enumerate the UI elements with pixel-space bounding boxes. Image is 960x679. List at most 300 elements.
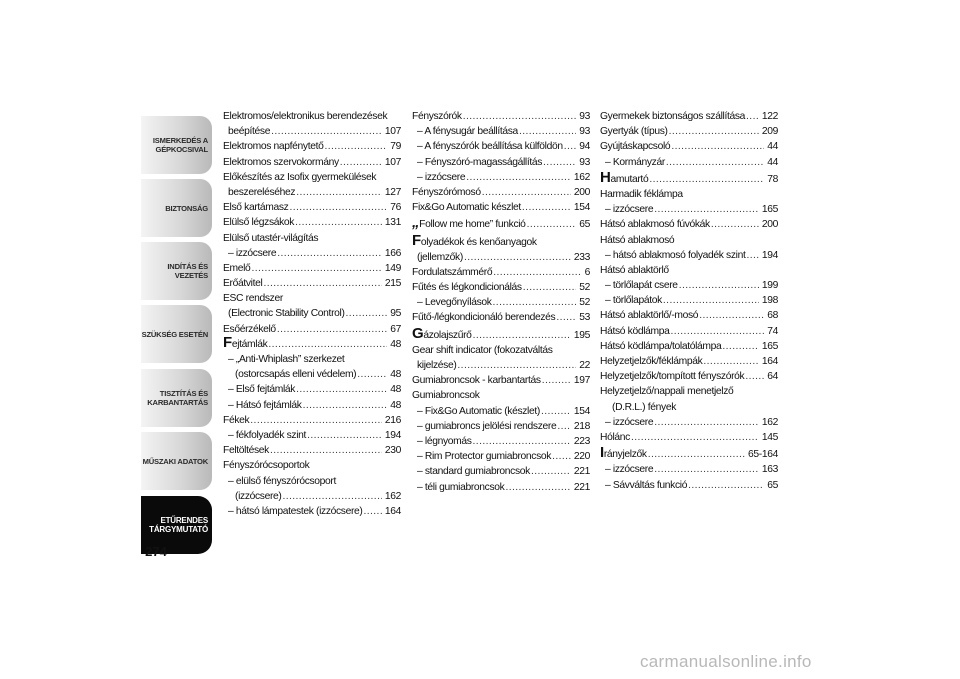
leader-dots [289, 200, 387, 215]
page-ref[interactable]: 74 [767, 325, 778, 337]
index-entry [223, 413, 401, 428]
index-entry [600, 139, 778, 154]
page-ref[interactable]: 149 [384, 262, 401, 274]
heading-label: Hátsó ablaktörlő [600, 264, 669, 276]
leader-dots [669, 124, 759, 139]
entry-label: rányjelzők [603, 449, 647, 461]
entry-label: Fényszórómosó [412, 186, 481, 198]
entry-label: Gyermekek biztonságos szállítása [600, 111, 746, 122]
index-entry [600, 278, 778, 293]
page-ref[interactable]: 230 [384, 445, 401, 457]
page-ref[interactable]: 65 [767, 479, 778, 491]
entry-label: Fékek [223, 414, 250, 426]
entry-label: (jellemzők) [417, 251, 463, 263]
page-ref[interactable]: 145 [761, 431, 778, 443]
index-entry [412, 139, 590, 154]
leader-dots [505, 480, 570, 495]
page-ref[interactable]: 48 [390, 369, 401, 381]
index-entry [412, 185, 590, 200]
index-entry [600, 444, 778, 462]
leader-dots [649, 172, 764, 187]
index-entry [600, 478, 778, 493]
leader-dots [268, 337, 387, 352]
entry-label: – Fix&Go Automatic (készlet) [417, 405, 540, 417]
entry-text [600, 139, 670, 154]
heading-label: Helyzetjelző/nappali menetjelző [600, 386, 734, 398]
index-entry [223, 261, 401, 276]
entry-label: beszereléséhez [228, 186, 296, 198]
entry-text [223, 139, 323, 154]
page-ref[interactable]: 107 [384, 126, 401, 138]
leader-dots [556, 310, 576, 325]
entry-label: – izzócsere [605, 464, 654, 476]
entry-label: beépítése [228, 126, 271, 138]
index-heading [223, 352, 401, 367]
entry-text [412, 358, 456, 373]
page-ref[interactable]: 195 [573, 329, 590, 341]
page-ref[interactable]: 162 [573, 171, 590, 183]
entry-text [412, 185, 481, 200]
index-entry [412, 373, 590, 388]
entry-label: – izzócsere [605, 204, 654, 216]
leader-dots [283, 489, 382, 504]
entry-label: – Kormányzár [605, 156, 665, 168]
page-ref[interactable]: 93 [579, 111, 590, 122]
entry-text [600, 444, 647, 462]
leader-dots [671, 139, 764, 154]
entry-label: Hátsó ablaktörlő/-mosó [600, 310, 699, 322]
page-ref[interactable]: 233 [573, 251, 590, 263]
index-entry [223, 124, 401, 139]
leader-dots [482, 185, 571, 200]
entry-text [600, 478, 687, 493]
page-ref[interactable]: 52 [579, 282, 590, 294]
index-entry [412, 124, 590, 139]
page-ref[interactable]: 162 [761, 416, 778, 428]
entry-text [223, 367, 356, 382]
leader-dots [711, 217, 759, 232]
leader-dots [295, 215, 382, 230]
page-ref[interactable]: 163 [761, 464, 778, 476]
entry-text [600, 324, 670, 339]
leader-dots [463, 109, 577, 124]
entry-label: (izzócsere) [235, 490, 282, 502]
page-ref[interactable]: 78 [767, 173, 778, 185]
index-entry [600, 415, 778, 430]
index-heading [223, 109, 401, 124]
leader-dots [527, 217, 577, 232]
page-ref[interactable]: 79 [390, 141, 401, 153]
entry-text [412, 373, 541, 388]
entry-text [600, 430, 630, 445]
index-entry [412, 358, 590, 373]
page-ref[interactable]: 220 [573, 451, 590, 463]
entry-text [600, 293, 662, 308]
entry-text [600, 354, 702, 369]
page-ref[interactable]: 198 [761, 295, 778, 307]
entry-text [223, 276, 262, 291]
index-heading [223, 231, 401, 246]
entry-text [412, 170, 465, 185]
page-ref[interactable]: 221 [573, 466, 590, 478]
index-entry [412, 419, 590, 434]
leader-dots [654, 462, 759, 477]
chapter-tab-label: MŰSZAKI ADATOK [142, 456, 208, 466]
chapter-tab-2[interactable] [141, 179, 212, 237]
page-ref[interactable]: 154 [573, 202, 590, 214]
index-entry [223, 398, 401, 413]
entry-label: Elektromos szervokormány [223, 156, 339, 168]
entry-label: Elektromos napfénytető [223, 141, 324, 153]
leader-dots [542, 373, 571, 388]
chapter-tab-3[interactable] [141, 242, 212, 300]
index-column-3 [600, 109, 778, 493]
page-ref[interactable]: 197 [573, 375, 590, 387]
entry-text [412, 480, 504, 495]
entry-label: Gyújtáskapcsoló [600, 141, 671, 153]
entry-text [412, 250, 463, 265]
entry-text [600, 415, 653, 430]
index-heading [412, 231, 590, 250]
leader-dots [303, 398, 388, 413]
heading-label: Hátsó ablakmosó [600, 234, 675, 246]
leader-dots [493, 265, 581, 280]
entry-label: amutartó [610, 173, 649, 185]
index-entry [223, 504, 401, 519]
entry-label: – légnyomás [417, 435, 472, 447]
entry-label: – A fénysugár beállítása [417, 126, 518, 138]
page-ref[interactable]: 67 [390, 323, 401, 335]
entry-label: – Első fejtámlák [228, 384, 296, 396]
index-entry [412, 434, 590, 449]
chapter-tab-1[interactable] [141, 116, 212, 174]
entry-text [412, 214, 526, 232]
leader-dots [270, 443, 382, 458]
leader-dots [654, 415, 759, 430]
page-ref[interactable]: 154 [573, 405, 590, 417]
page-ref[interactable]: 209 [761, 126, 778, 138]
page-ref[interactable]: 53 [579, 312, 590, 324]
page-ref[interactable]: 48 [390, 338, 401, 350]
index-heading [600, 233, 778, 248]
index-entry [600, 217, 778, 232]
entry-text [600, 155, 665, 170]
page-ref[interactable]: 122 [761, 111, 778, 122]
entry-label: – standard gumiabroncsok [417, 466, 530, 478]
page-ref[interactable]: 64 [767, 371, 778, 383]
index-entry [600, 168, 778, 187]
page-ref[interactable]: 95 [390, 308, 401, 320]
index-entry [600, 308, 778, 323]
page-ref[interactable]: 215 [384, 278, 401, 290]
initial-letter: F [223, 333, 232, 351]
page-ref[interactable]: 93 [579, 126, 590, 138]
page-ref[interactable]: 44 [767, 141, 778, 153]
page-ref[interactable]: 107 [384, 156, 401, 168]
page-ref[interactable]: 164 [384, 505, 401, 517]
leader-dots [679, 278, 759, 293]
chapter-tab-label: ETŰRENDES TÁRGYMUTATÓ [149, 516, 208, 534]
index-entry [412, 250, 590, 265]
index-entry [412, 200, 590, 215]
page-ref[interactable]: 44 [767, 156, 778, 168]
entry-text [412, 324, 472, 343]
entry-label: – téli gumiabroncsok [417, 481, 505, 493]
entry-label: ejtámlák [231, 338, 268, 350]
entry-label: Hátsó ködlámpa [600, 325, 670, 337]
entry-text [412, 295, 492, 310]
entry-text [223, 155, 339, 170]
chapter-tab-label: SZÜKSÉG ESETÉN [141, 329, 208, 339]
leader-dots [296, 185, 382, 200]
entry-label: – izzócsere [228, 247, 277, 259]
index-entry [600, 248, 778, 263]
entry-label: – Rim Protector gumiabroncsok [417, 451, 552, 463]
page-ref[interactable]: 162 [384, 490, 401, 502]
entry-text [223, 413, 249, 428]
index-entry [600, 462, 778, 477]
entry-label: – gumiabroncs jelölési rendszere [417, 420, 557, 432]
leader-dots [699, 308, 764, 323]
index-entry [223, 185, 401, 200]
index-entry [412, 404, 590, 419]
initial-letter: G [412, 324, 424, 342]
entry-label: – Fényszóró-magasságállítás [417, 156, 543, 168]
entry-label: – Hátsó fejtámlák [228, 399, 302, 411]
page-ref[interactable]: 200 [573, 186, 590, 198]
chapter-tab-6[interactable] [141, 432, 212, 490]
leader-dots [541, 404, 571, 419]
heading-label: Előkészítés az Isofix gyermekülések [223, 171, 377, 183]
heading-label: olyadékok és kenőanyagok [420, 236, 537, 248]
entry-label: Hólánc [600, 431, 630, 443]
leader-dots [522, 200, 571, 215]
page-ref[interactable]: 221 [573, 481, 590, 493]
leader-dots [263, 276, 381, 291]
entry-text [600, 462, 653, 477]
index-entry [223, 443, 401, 458]
entry-label: Fényszórók [412, 111, 462, 122]
index-heading [412, 343, 590, 358]
page-ref[interactable]: 131 [384, 217, 401, 229]
leader-dots [688, 478, 764, 493]
entry-label: kijelzése) [417, 360, 457, 371]
page-ref[interactable]: 223 [573, 435, 590, 447]
chapter-tab-label: TISZTÍTÁS ÉS KARBANTARTÁS [147, 389, 208, 407]
entry-text [600, 168, 649, 187]
page-ref[interactable]: 68 [767, 310, 778, 322]
page-ref[interactable]: 93 [579, 156, 590, 168]
index-entry [600, 324, 778, 339]
entry-label: – izzócsere [417, 171, 466, 183]
entry-label: Fix&Go Automatic készlet [412, 202, 521, 214]
index-entry [223, 382, 401, 397]
entry-text [223, 398, 302, 413]
entry-text [223, 261, 250, 276]
index-entry [600, 109, 778, 124]
page-ref[interactable]: 164 [761, 356, 778, 367]
entry-label: Helyzetjelzők/féklámpák [600, 356, 703, 367]
index-entry [412, 295, 590, 310]
leader-dots [364, 504, 382, 519]
entry-text [223, 124, 270, 139]
leader-dots [346, 306, 388, 321]
leader-dots [746, 109, 759, 124]
index-entry [600, 202, 778, 217]
chapter-tab-label: INDÍTÁS ÉS VEZETÉS [167, 262, 208, 280]
heading-label: ESC rendszer [223, 293, 283, 305]
entry-label: Fordulatszámmérő [412, 266, 493, 278]
entry-text [412, 449, 551, 464]
index-entry [412, 449, 590, 464]
index-entry [600, 430, 778, 445]
entry-text [223, 489, 282, 504]
leader-dots [473, 434, 571, 449]
leader-dots [552, 449, 571, 464]
page-ref[interactable]: 22 [579, 360, 590, 371]
page-ref[interactable]: 65 [579, 219, 590, 231]
index-entry [223, 215, 401, 230]
index-heading [223, 474, 401, 489]
entry-text [223, 185, 295, 200]
index-heading [412, 388, 590, 403]
index-entry [223, 246, 401, 261]
entry-label: – hátsó lámpatestek (izzócsere) [228, 505, 363, 517]
page-ref[interactable]: 194 [384, 429, 401, 441]
page-ref[interactable]: 218 [573, 420, 590, 432]
page-ref[interactable]: 166 [384, 247, 401, 259]
leader-dots [745, 369, 764, 384]
heading-label: – elülső fényszórócsoport [228, 475, 337, 487]
heading-label: Harmadik féklámpa [600, 188, 683, 200]
page-ref[interactable]: 48 [390, 384, 401, 396]
page-ref[interactable]: 52 [579, 297, 590, 309]
leader-dots [654, 202, 759, 217]
index-heading [600, 400, 778, 415]
entry-label: Fűtő-/légkondicionáló berendezés [412, 312, 556, 324]
entry-label: Feltöltések [223, 445, 269, 457]
entry-label: (ostorcsapás elleni védelem) [235, 369, 357, 381]
leader-dots [671, 324, 765, 339]
entry-label: Esőérzékelő [223, 323, 276, 335]
entry-label: Hátsó ködlámpa/tolatólámpa [600, 340, 722, 352]
index-heading [223, 458, 401, 473]
entry-label: Hátsó ablakmosó fúvókák [600, 219, 710, 231]
leader-dots [307, 428, 382, 443]
entry-text [412, 280, 522, 295]
entry-label: – törlőlapátok [605, 295, 662, 307]
entry-label: Helyzetjelzők/tompított fényszórók [600, 371, 745, 383]
heading-label: Elülső utastér-világítás [223, 232, 319, 244]
page-ref[interactable]: 48 [390, 399, 401, 411]
index-entry [412, 280, 590, 295]
entry-text [223, 333, 268, 352]
page-ref[interactable]: 127 [384, 186, 401, 198]
index-entry [223, 155, 401, 170]
leader-dots [466, 170, 571, 185]
entry-text [223, 246, 276, 261]
entry-label: Elülső légzsákok [223, 217, 295, 229]
index-heading [223, 170, 401, 185]
leader-dots [557, 419, 571, 434]
index-column-1 [223, 109, 401, 519]
entry-text [412, 155, 542, 170]
index-entry [223, 322, 401, 337]
index-entry [600, 155, 778, 170]
page-ref[interactable]: 199 [761, 280, 778, 292]
leader-dots [271, 124, 382, 139]
entry-text [412, 200, 521, 215]
initial-letter: F [412, 231, 421, 249]
page-ref[interactable]: 65-164 [748, 449, 778, 461]
page-ref[interactable]: 6 [584, 266, 590, 278]
leader-dots [666, 155, 764, 170]
leader-dots [250, 413, 382, 428]
index-heading [600, 187, 778, 202]
heading-label: Elektromos/elektronikus berendezések [223, 111, 388, 122]
page-ref[interactable]: 94 [579, 141, 590, 153]
page-ref[interactable]: 165 [761, 340, 778, 352]
page-number: 274 [145, 544, 167, 559]
watermark: carmanualsonline.info [640, 652, 812, 671]
page-ref[interactable]: 216 [384, 414, 401, 426]
page-ref[interactable]: 165 [761, 204, 778, 216]
leader-dots [457, 358, 576, 373]
chapter-tab-5[interactable] [141, 369, 212, 427]
index-entry [412, 214, 590, 232]
entry-label: ázolajszűrő [423, 329, 472, 341]
index-entry [412, 109, 590, 124]
leader-dots [340, 155, 382, 170]
leader-dots [277, 246, 382, 261]
entry-text [223, 306, 345, 321]
leader-dots [523, 280, 576, 295]
leader-dots [648, 447, 745, 462]
entry-label: Gyertyák (típus) [600, 126, 668, 138]
entry-text [223, 215, 294, 230]
index-entry [223, 306, 401, 321]
index-entry [223, 276, 401, 291]
page-ref[interactable]: 76 [390, 202, 401, 214]
page-ref[interactable]: 194 [761, 249, 778, 261]
entry-text [412, 310, 555, 325]
heading-label: (D.R.L.) fények [612, 401, 676, 413]
entry-text [600, 369, 744, 384]
entry-text [600, 278, 678, 293]
leader-dots [531, 464, 571, 479]
index-entry [223, 489, 401, 504]
leader-dots [324, 139, 387, 154]
entry-label: Fűtés és légkondicionálás [412, 282, 522, 294]
entry-label: – A fényszórók beállítása külföldön [417, 141, 563, 153]
entry-text [223, 200, 288, 215]
page-ref[interactable]: 200 [761, 219, 778, 231]
index-entry [412, 170, 590, 185]
entry-text [412, 139, 563, 154]
leader-dots [746, 248, 758, 263]
entry-text [412, 434, 472, 449]
entry-text [600, 109, 745, 124]
entry-text [412, 404, 540, 419]
entry-label: Erőátvitel [223, 278, 263, 290]
index-column-2 [412, 109, 590, 495]
leader-dots [722, 339, 758, 354]
heading-label: Gear shift indicator (fokozatváltás [412, 344, 553, 356]
entry-text [412, 464, 530, 479]
entry-label: Follow me home” funkció [419, 219, 526, 231]
chapter-tab-4[interactable] [141, 305, 212, 363]
index-entry [412, 265, 590, 280]
